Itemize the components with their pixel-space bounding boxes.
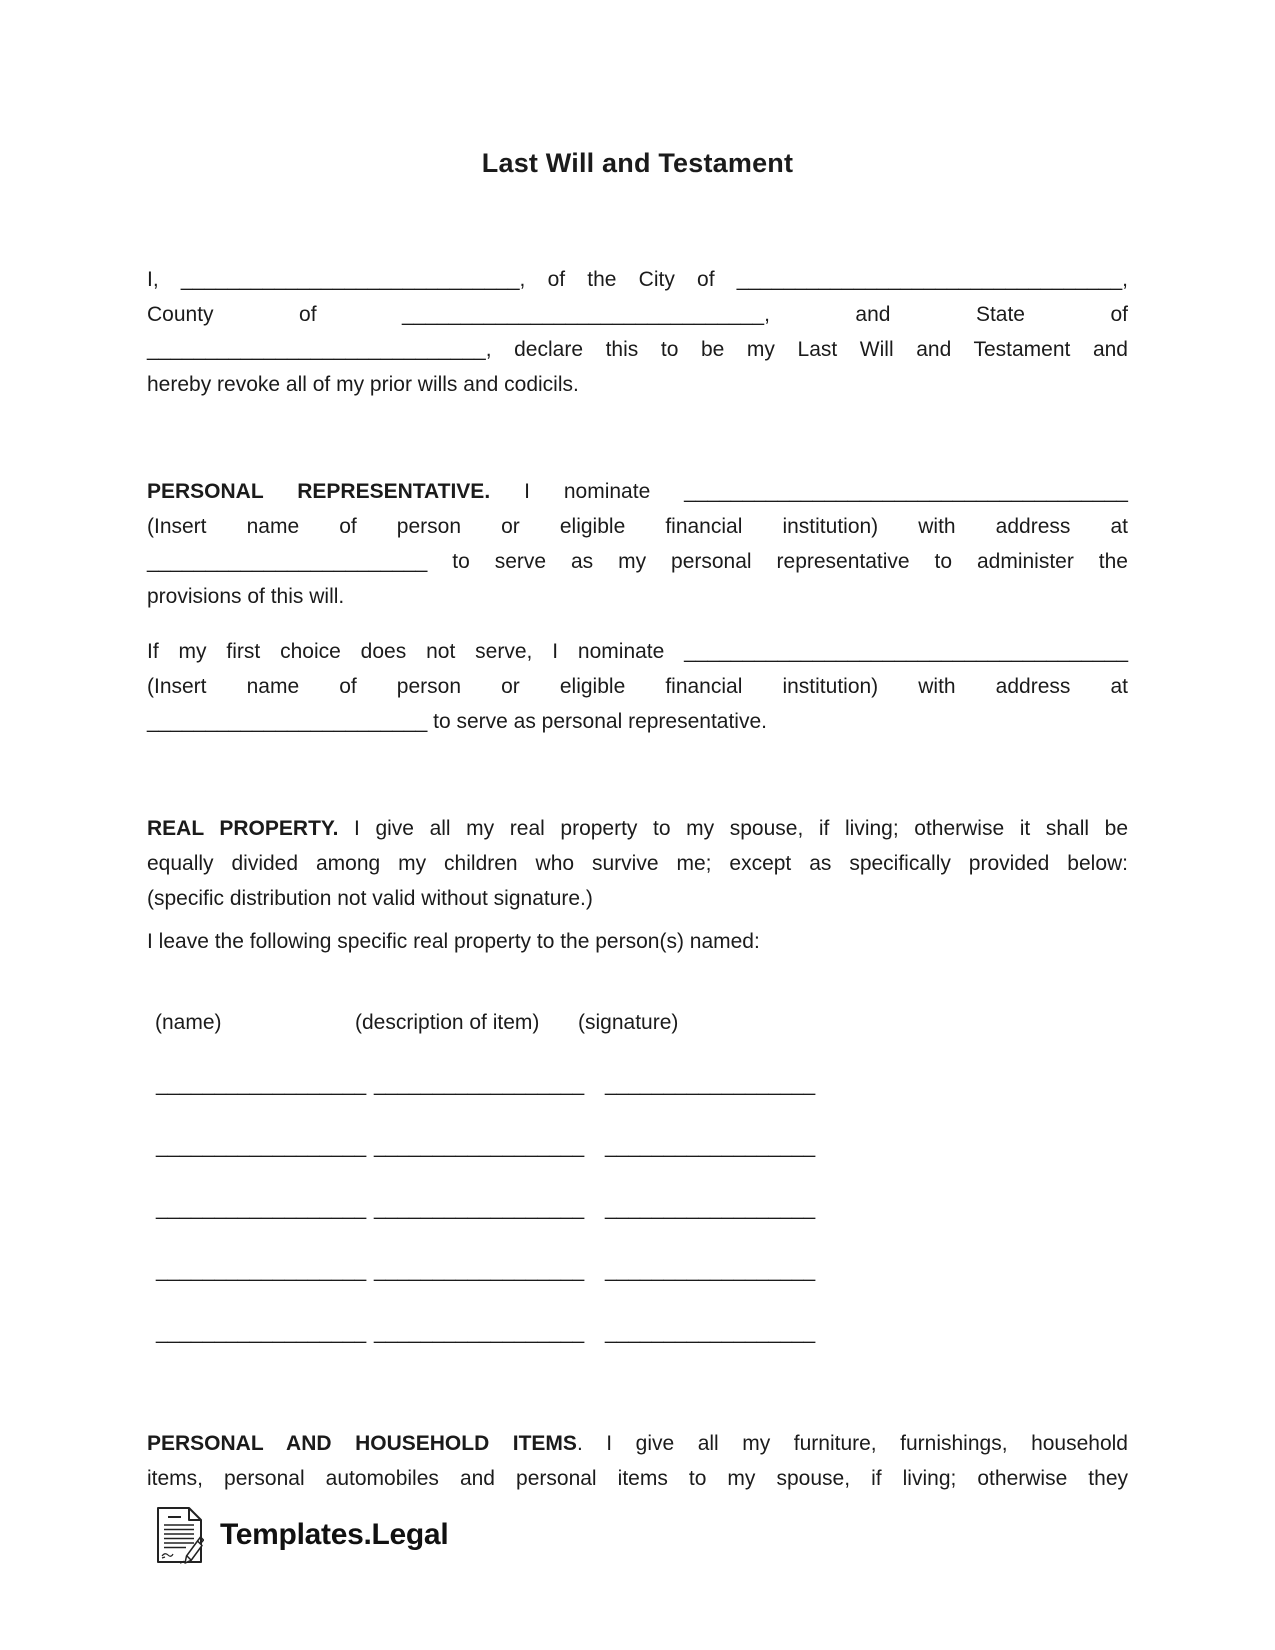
intro-line-1: I, _____________________________, of the City of _________________________________, [147, 268, 1128, 291]
personal-household-items-heading: PERSONAL AND HOUSEHOLD ITEMS [147, 1432, 577, 1455]
table-row [147, 1178, 1128, 1240]
blank-name-field: __________________ [156, 1135, 367, 1158]
real-property-paragraph [147, 811, 1128, 916]
blank-name-field: __________________ [156, 1321, 367, 1344]
column-header-description: (description of item) [355, 1011, 540, 1034]
blank-description-field: __________________ [374, 1073, 585, 1096]
pr1-line-1-text: I nominate ______________________________________ [490, 480, 1128, 503]
pr1-line-1 [147, 474, 1128, 509]
brand-name: Templates.Legal [220, 1518, 449, 1551]
personal-representative-paragraph-2 [147, 634, 1128, 739]
table-row [147, 1054, 1128, 1116]
blank-name-field: __________________ [156, 1073, 367, 1096]
leave-line-text: I leave the following specific real property to the person(s) named: [147, 930, 760, 953]
blank-signature-field: __________________ [605, 1073, 816, 1096]
intro-paragraph [147, 262, 1128, 402]
personal-representative-paragraph-1 [147, 474, 1128, 614]
page-title: Last Will and Testament [481, 148, 794, 178]
pr1-line-2: (Insert name of person or eligible financial institution) with address at [147, 515, 1128, 538]
table-row [147, 1302, 1128, 1364]
blank-signature-field: __________________ [605, 1259, 816, 1282]
intro-line-2: County of _______________________________, and State of [147, 303, 1128, 326]
column-header-signature: (signature) [578, 1011, 679, 1034]
rp-line-1-text: I give all my real property to my spouse, if living; otherwise it shall be [338, 817, 1128, 840]
intro-line-4: hereby revoke all of my prior wills and codicils. [147, 373, 579, 396]
blank-signature-field: __________________ [605, 1135, 816, 1158]
column-header-name: (name) [155, 1011, 222, 1034]
templates-legal-logo[interactable] [156, 1506, 448, 1564]
personal-representative-heading: PERSONAL REPRESENTATIVE. [147, 480, 491, 503]
pr2-line-2: (Insert name of person or eligible financial institution) with address at [147, 675, 1128, 698]
blank-signature-field: __________________ [605, 1321, 816, 1344]
property-table-header-row [147, 1005, 1128, 1040]
rp-line-2: equally divided among my children who survive me; except as specifically provided below: [147, 852, 1128, 875]
table-row [147, 1116, 1128, 1178]
blank-name-field: __________________ [156, 1197, 367, 1220]
pr1-line-3: ________________________ to serve as my personal representative to administer the [147, 550, 1128, 573]
pr2-line-3: ________________________ to serve as personal representative. [147, 710, 767, 733]
intro-line-3: _____________________________, declare this to be my Last Will and Testament and [147, 338, 1128, 361]
blank-description-field: __________________ [374, 1197, 585, 1220]
personal-household-items-paragraph [147, 1426, 1128, 1496]
rp-line-1 [147, 811, 1128, 846]
ph-line-1-text: . I give all my furniture, furnishings, household [576, 1432, 1128, 1455]
pr1-line-4: provisions of this will. [147, 585, 345, 608]
document-with-pen-icon [156, 1506, 204, 1564]
pr2-line-1: If my first choice does not serve, I nominate ______________________________________ [147, 640, 1128, 663]
property-table [147, 1054, 1128, 1364]
blank-description-field: __________________ [374, 1259, 585, 1282]
rp-line-3: (specific distribution not valid without signature.) [147, 887, 593, 910]
ph-line-2: items, personal automobiles and personal items to my spouse, if living; otherwise they [147, 1467, 1128, 1490]
blank-signature-field: __________________ [605, 1197, 816, 1220]
ph-line-1 [147, 1426, 1128, 1461]
leave-property-line [147, 924, 1128, 959]
blank-description-field: __________________ [374, 1135, 585, 1158]
blank-description-field: __________________ [374, 1321, 585, 1344]
blank-name-field: __________________ [156, 1259, 367, 1282]
real-property-heading: REAL PROPERTY. [147, 817, 339, 840]
table-row [147, 1240, 1128, 1302]
